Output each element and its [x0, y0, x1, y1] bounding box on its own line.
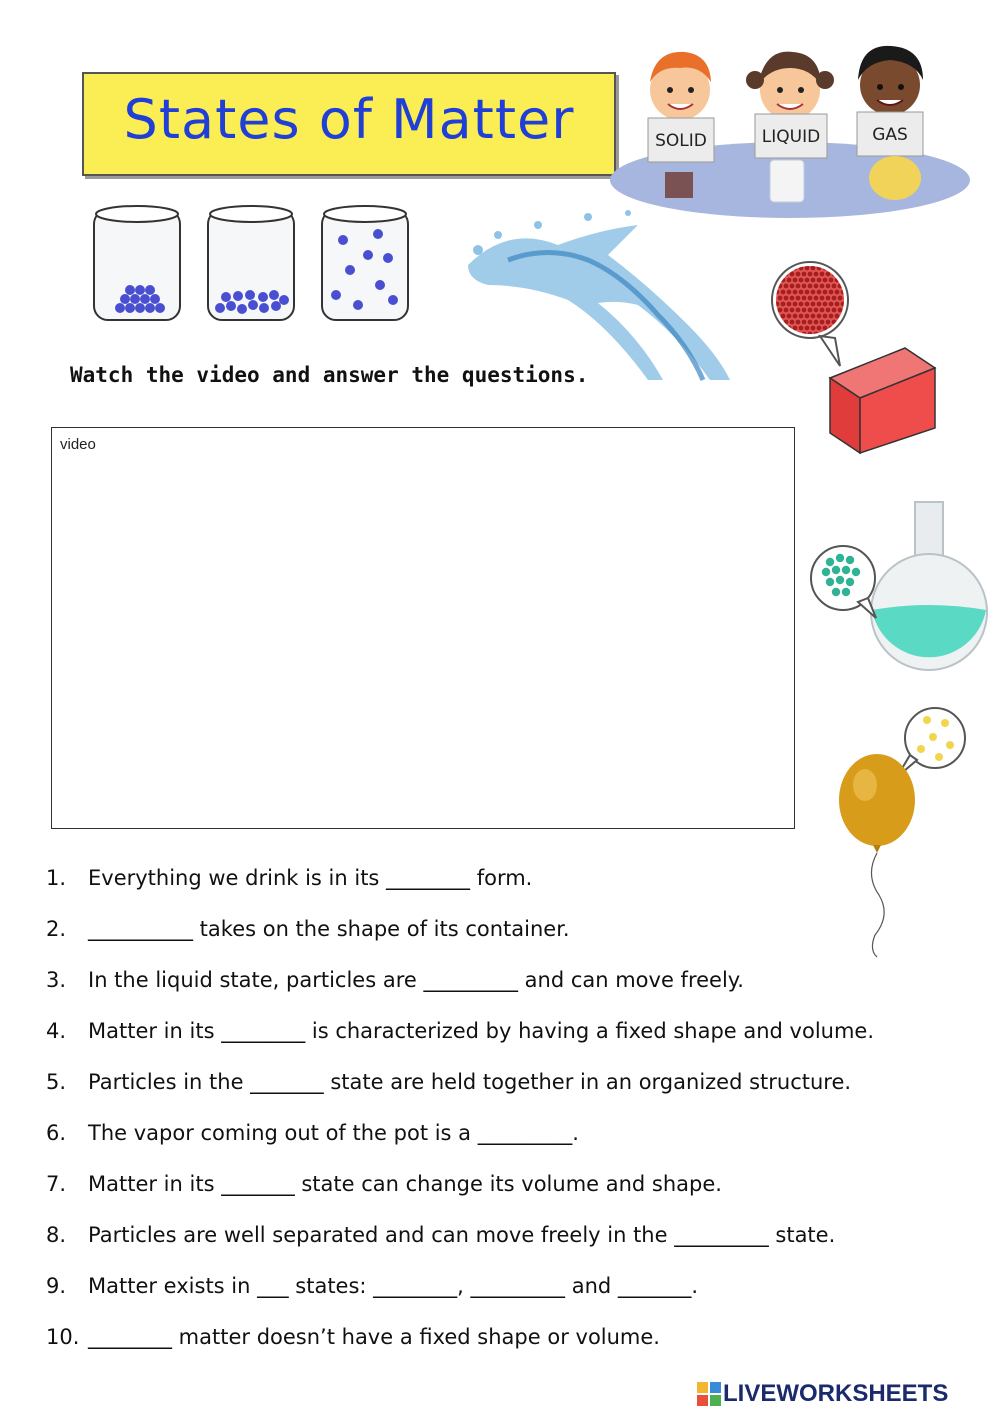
question-2: 2. __________ takes on the shape of its container.: [46, 913, 966, 964]
solid-particle: [775, 326, 780, 331]
solid-particle: [811, 290, 816, 295]
solid-particle: [826, 296, 831, 301]
solid-particle: [784, 284, 789, 289]
liquid-particle: [826, 558, 834, 566]
solid-particle: [808, 284, 813, 289]
solid-particle: [814, 320, 819, 325]
solid-particle: [835, 266, 840, 271]
solid-particle: [844, 332, 849, 337]
solid-particle: [802, 308, 807, 313]
solid-particle: [799, 278, 804, 283]
solid-particle: [844, 320, 849, 325]
solid-particle: [829, 290, 834, 295]
solid-particle: [811, 278, 816, 283]
solid-particle: [793, 314, 798, 319]
solid-particle: [847, 266, 852, 271]
brand-text: LIVEWORKSHEETS: [723, 1380, 949, 1407]
liquid-flask-image: [808, 500, 988, 675]
solid-particle: [817, 326, 822, 331]
solid-particle: [778, 296, 783, 301]
solid-particle: [817, 314, 822, 319]
question-text: Matter in its _______ state can change its volume and shape.: [88, 1172, 722, 1196]
solid-particle: [805, 278, 810, 283]
liquid-particle: [842, 566, 850, 574]
question-9: 9. Matter exists in ___ states: ________, _________ and _______.: [46, 1270, 966, 1321]
solid-particle: [793, 290, 798, 295]
solid-particle: [817, 302, 822, 307]
solid-particle: [844, 272, 849, 277]
solid-particle: [805, 326, 810, 331]
solid-particle: [802, 272, 807, 277]
solid-particle: [829, 278, 834, 283]
solid-particle: [808, 296, 813, 301]
particle-jars-illustration: [88, 200, 418, 330]
liquid-particle: [822, 568, 830, 576]
solid-particle: [781, 290, 786, 295]
solid-particle: [850, 272, 855, 277]
instruction-text: Watch the video and answer the questions.: [70, 363, 589, 387]
solid-particle: [847, 278, 852, 283]
question-8: 8. Particles are well separated and can move freely in the _________ state.: [46, 1219, 966, 1270]
liquid-particle: [832, 588, 840, 596]
question-text: Matter in its ________ is characterized by having a fixed shape and volume.: [88, 1019, 875, 1043]
jar-gas: [322, 206, 408, 320]
page-title: States of Matter: [123, 88, 575, 151]
question-text: Particles in the _______ state are held together in an organized structure.: [88, 1070, 852, 1094]
solid-particle: [778, 308, 783, 313]
solid-particle: [826, 272, 831, 277]
question-4: 4. Matter in its ________ is characterized by having a fixed shape and volume.: [46, 1015, 966, 1066]
solid-particle: [790, 308, 795, 313]
solid-particle: [850, 296, 855, 301]
solid-particle: [832, 308, 837, 313]
liquid-particle: [846, 556, 854, 564]
question-text: Everything we drink is in its ________ form.: [88, 866, 533, 890]
question-5: 5. Particles in the _______ state are held together in an organized structure.: [46, 1066, 966, 1117]
solid-particle: [799, 302, 804, 307]
solid-particle: [820, 284, 825, 289]
question-text: The vapor coming out of the pot is a _________.: [88, 1121, 579, 1145]
solid-particle: [808, 308, 813, 313]
solid-particle: [811, 302, 816, 307]
solid-particle: [811, 326, 816, 331]
solid-particle: [814, 308, 819, 313]
solid-particle: [850, 284, 855, 289]
solid-particle: [832, 332, 837, 337]
solid-particle: [811, 314, 816, 319]
solid-particle: [841, 266, 846, 271]
question-text: ________ matter doesn’t have a fixed shape or volume.: [88, 1325, 660, 1349]
solid-particle: [841, 326, 846, 331]
solid-particle: [850, 320, 855, 325]
solid-particle: [796, 296, 801, 301]
solid-particle: [781, 314, 786, 319]
solid-particle: [829, 314, 834, 319]
solid-particle: [802, 284, 807, 289]
question-7: 7. Matter in its _______ state can change its volume and shape.: [46, 1168, 966, 1219]
solid-particle: [796, 284, 801, 289]
liquid-particle: [852, 568, 860, 576]
solid-particle: [793, 278, 798, 283]
sign-solid-label: SOLID: [655, 131, 707, 151]
solid-particle: [835, 314, 840, 319]
liquid-particle: [842, 588, 850, 596]
jar-liquid: [208, 206, 294, 320]
kids-illustration: [605, 30, 970, 225]
solid-particle: [781, 266, 786, 271]
solid-particle: [838, 296, 843, 301]
liquid-particle: [836, 554, 844, 562]
solid-particle: [787, 314, 792, 319]
liveworksheets-logo[interactable]: [697, 1380, 948, 1408]
solid-particle: [823, 302, 828, 307]
solid-particle: [787, 290, 792, 295]
sign-gas-label: GAS: [872, 125, 908, 145]
liveworksheets-logo-icon: [697, 1382, 721, 1406]
solid-particle: [835, 290, 840, 295]
solid-particle: [820, 272, 825, 277]
liquid-particle: [826, 578, 834, 586]
solid-particle: [784, 296, 789, 301]
solid-particle: [796, 308, 801, 313]
solid-particle: [784, 308, 789, 313]
solid-particle: [820, 320, 825, 325]
solid-particle: [799, 290, 804, 295]
solid-particle: [814, 296, 819, 301]
solid-particle: [781, 302, 786, 307]
solid-block-icon: [665, 172, 693, 198]
solid-particle: [802, 296, 807, 301]
liquid-particle: [832, 566, 840, 574]
solid-particle: [799, 326, 804, 331]
milk-glass-icon: [770, 160, 804, 202]
solid-particle: [838, 308, 843, 313]
solid-particle: [835, 302, 840, 307]
solid-particle: [850, 308, 855, 313]
liquid-particle: [836, 576, 844, 584]
jar-solid: [94, 206, 180, 320]
solid-particle: [793, 302, 798, 307]
solid-particle: [832, 296, 837, 301]
solid-particle: [787, 278, 792, 283]
solid-particle: [796, 272, 801, 277]
question-text: Particles are well separated and can move freely in the _________ state.: [88, 1223, 836, 1247]
solid-particle: [778, 332, 783, 337]
solid-particle: [796, 320, 801, 325]
question-3: 3. In the liquid state, particles are _________ and can move freely.: [46, 964, 966, 1015]
solid-particle: [823, 314, 828, 319]
water-splash-image: [448, 205, 738, 385]
solid-particle: [847, 314, 852, 319]
solid-particle: [808, 320, 813, 325]
sign-liquid-label: LIQUID: [761, 127, 821, 147]
solid-particle: [850, 332, 855, 337]
solid-particle: [808, 272, 813, 277]
solid-particle: [826, 320, 831, 325]
solid-particle: [805, 302, 810, 307]
solid-particle: [817, 290, 822, 295]
question-list: [46, 862, 966, 1372]
solid-particle: [820, 296, 825, 301]
solid-particle: [814, 284, 819, 289]
video-player[interactable]: [51, 427, 795, 829]
solid-particle: [790, 284, 795, 289]
solid-particle: [784, 332, 789, 337]
solid-particle: [787, 302, 792, 307]
solid-particle: [820, 308, 825, 313]
balloon-small-icon: [869, 156, 921, 200]
solid-particle: [775, 266, 780, 271]
solid-particle: [826, 284, 831, 289]
solid-particle: [817, 278, 822, 283]
solid-particle: [805, 290, 810, 295]
solid-particle: [823, 278, 828, 283]
question-text: Matter exists in ___ states: ________, _________ and _______.: [88, 1274, 699, 1298]
question-10: 10. ________ matter doesn’t have a fixed shape or volume.: [46, 1321, 966, 1372]
question-text: In the liquid state, particles are _________ and can move freely.: [88, 968, 744, 992]
solid-particle: [814, 272, 819, 277]
question-1: 1. Everything we drink is in its ________ form.: [46, 862, 966, 913]
liquid-particle: [846, 578, 854, 586]
solid-particle: [826, 308, 831, 313]
video-label: video: [60, 436, 96, 453]
title-banner: [82, 72, 616, 176]
solid-particle: [823, 290, 828, 295]
solid-particle: [790, 272, 795, 277]
solid-particle: [838, 332, 843, 337]
solid-particle: [832, 284, 837, 289]
solid-particle: [790, 296, 795, 301]
question-text: __________ takes on the shape of its container.: [88, 917, 570, 941]
solid-particle: [805, 314, 810, 319]
question-6: 6. The vapor coming out of the pot is a _________.: [46, 1117, 966, 1168]
solid-particle: [802, 320, 807, 325]
solid-particle: [847, 326, 852, 331]
solid-particle: [790, 320, 795, 325]
solid-particle: [799, 314, 804, 319]
solid-particle: [829, 302, 834, 307]
